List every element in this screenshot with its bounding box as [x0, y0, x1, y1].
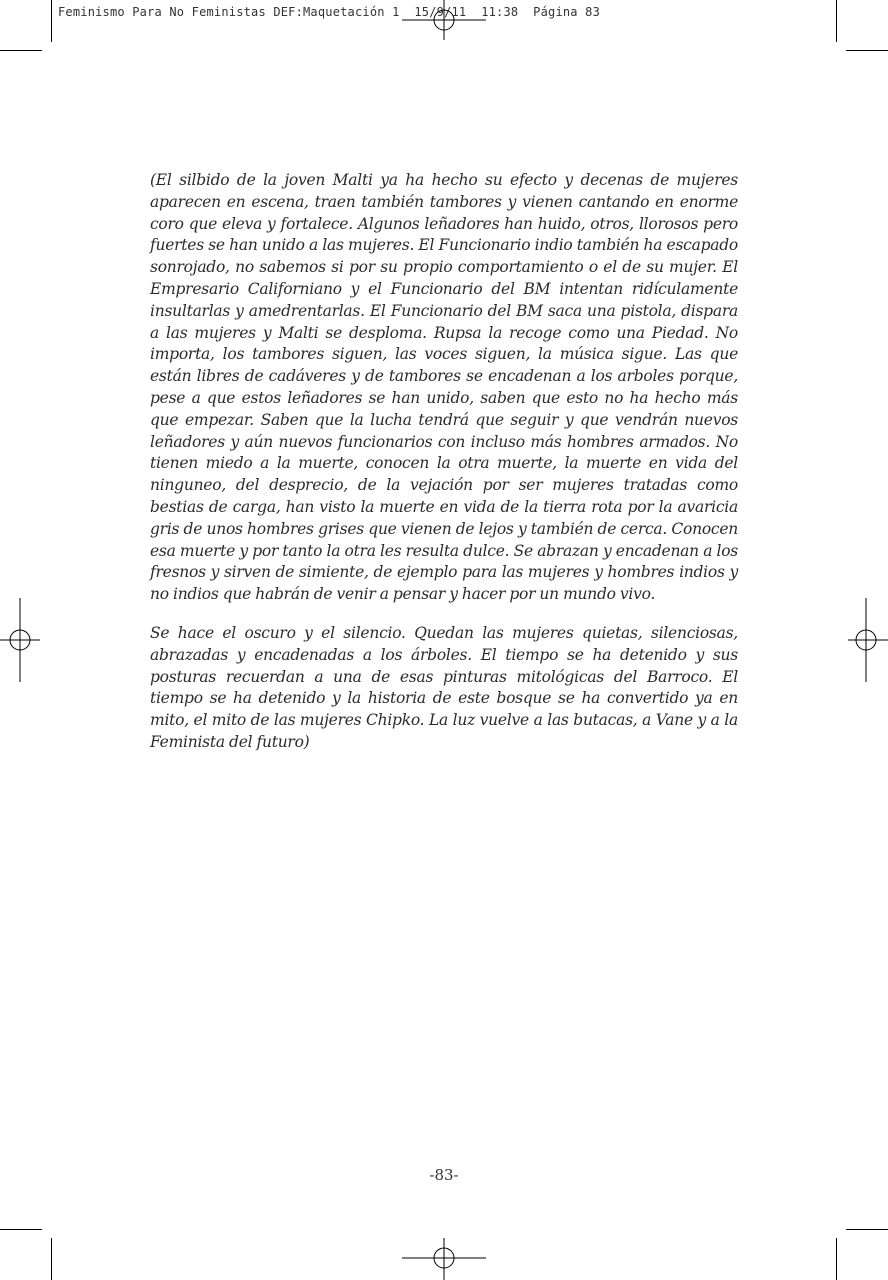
page-number: -83-: [429, 1166, 459, 1184]
registration-mark-right: [848, 598, 888, 682]
paragraph-2: Se hace el oscuro y el silencio. Quedan las mujeres quietas, silenciosas, abrazadas y encadenadas a los árboles. El tiempo se ha detenido y sus posturas recuerdan a una de esas pinturas mitológicas del Barroco. El tiempo se ha detenido y la historia de este bosque se ha convertido ya en mito, el mito de las mujeres Chipko. La luz vuelve a las butacas, a Vane y a la Feminista del futuro): [150, 623, 738, 751]
paragraph-1: (El silbido de la joven Malti ya ha hecho su efecto y decenas de mujeres aparecen en escena, traen también tambores y vienen cantando en enorme coro que eleva y fortalece. Algunos leñadores han huido, otros, llorosos pero fuertes se han unido a las mujeres. El Funcionario indio también ha escapado sonrojado, no sabemos si por su propio comportamiento o el de su mujer. El Empresario Californiano y el Funcionario del BM intentan ridículamente insultarlas y amedrentarlas. El Funcionario del BM saca una pistola, dispara a las mujeres y Malti se desploma. Rupsa la recoge como una Piedad. No importa, los tambores siguen, las voces siguen, la música sigue. Las que están libres de cadáveres y de tambores se encadenan a los arboles porque, pese a que estos leñadores se han unido, saben que esto no ha hecho más que empezar. Saben que la lucha tendrá que seguir y que vendrán nuevos leñadores y aún nuevos funcionarios con incluso más hombres armados. No tienen miedo a la muerte, conocen la otra muerte, la muerte en vida del ninguneo, del desprecio, de la vejación por ser mujeres tratadas como bestias de carga, han visto la muerte en vida de la tierra rota por la avaricia gris de unos hombres grises que vienen de lejos y también de cerca. Conocen esa muerte y por tanto la otra les resulta dulce. Se abrazan y encadenan a los fresnos y sirven de simiente, de ejemplo para las mujeres y hombres indios y no indios que habrán de venir a pensar y hacer por un mundo vivo.: [150, 171, 738, 604]
registration-mark-left: [0, 598, 40, 682]
body-text: [150, 170, 738, 754]
registration-mark-bottom: [402, 1238, 486, 1280]
print-slug-line: Feminismo Para No Feministas DEF:Maquetación 1 15/9/11 11:38 Página 83: [58, 5, 600, 19]
